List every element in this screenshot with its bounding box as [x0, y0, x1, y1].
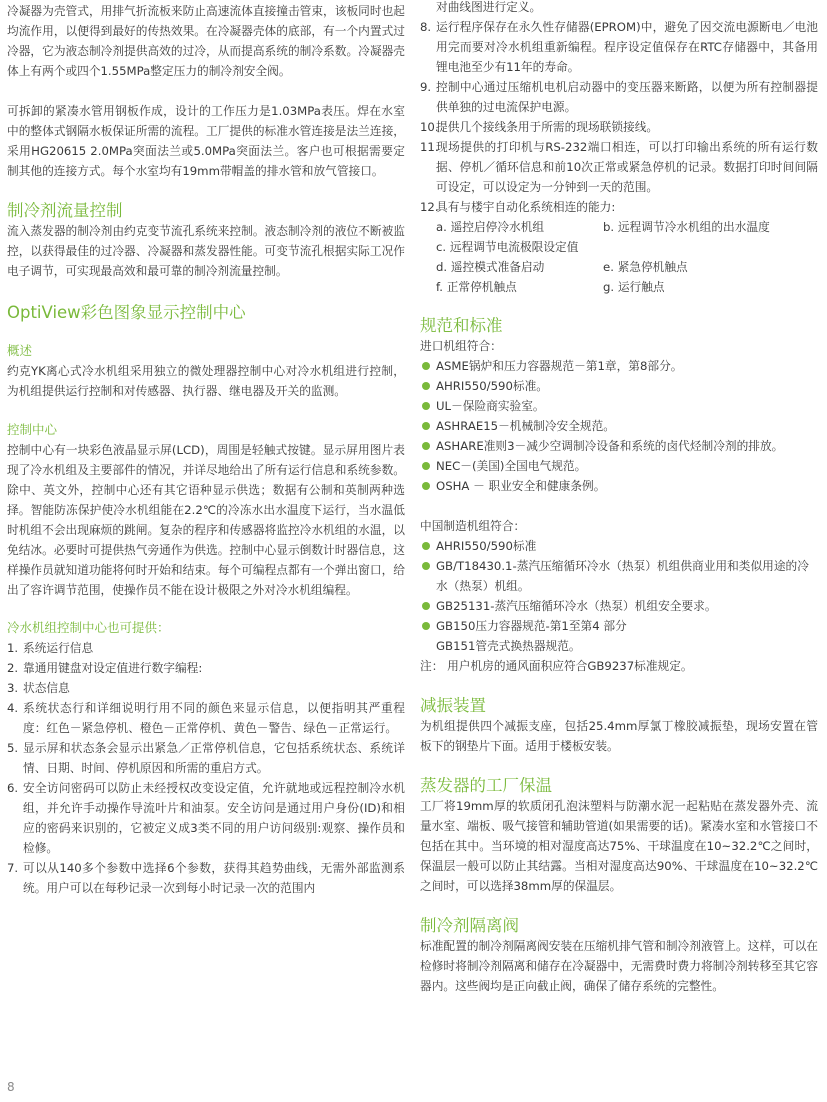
list-item: ASHRAE15－机械制冷安全规范。 — [420, 416, 818, 436]
bas-capabilities-grid — [420, 217, 818, 297]
isolation-valve-paragraph: 标准配置的制冷剂隔离阀安装在压缩机排气管和制冷剂液管上。这样，可以在检修时将制冷剂隔离和储存在冷凝器中，无需费时费力将制冷剂转移至其它容器内。这些阀均是正向截止阀，确保了储存系统的完整性。 — [420, 939, 818, 993]
bas-item-a: a. 遥控启停冷水机组 — [436, 220, 545, 234]
list-item: AHRI550/590标准。 — [420, 376, 818, 396]
china-standards-list — [420, 536, 818, 636]
list-item: ASME锅炉和压力容器规范－第1章，第8部分。 — [420, 356, 818, 376]
list-item: UL－保险商实验室。 — [420, 396, 818, 416]
control-center-heading: 控制中心 — [7, 422, 58, 437]
left-column — [7, 0, 405, 898]
bullet-icon — [422, 542, 430, 550]
bas-item-b: b. 远程调节冷水机组的出水温度 — [603, 220, 770, 234]
provides-list-continued — [420, 0, 818, 217]
provides-heading: 冷水机组控制中心也可提供： — [7, 620, 170, 635]
list-item: OSHA － 职业安全和健康条例。 — [420, 476, 818, 496]
isolation-valve-heading: 制冷剂隔离阀 — [420, 916, 519, 935]
bullet-icon — [422, 362, 430, 370]
insulation-heading: 蒸发器的工厂保温 — [420, 776, 552, 795]
control-center-paragraph: 控制中心有一块彩色液晶显示屏(LCD)，周围是轻触式按键。显示屏用图片表现了冷水机组及主要部件的情况，并详尽地给出了所有运行信息和系统参数。除中、英文外，控制中心还有其它语种显示供选；数据有公制和英制两种选择。智能防冻保护使冷水机组能在2.2℃的冷冻水出水温度下运行，当水温低时机组不会出现麻烦的跳闸。复杂的程序和传感器将监控冷水机组的水温，以免结冰。必要时可提供热气旁通作为供选。控制中心显示倒数计时器信息，这样操作员就知道功能将何时开始和结束。每个可编程点都有一个弹出窗口，给出了容许调节范围，使操作员不能在设计极限之外对冷水机组编程。 — [7, 443, 405, 597]
list-item: 5. 显示屏和状态条会显示出紧急／正常停机信息，它包括系统状态、系统详情、日期、时间、停机原因和所需的重启方式。 — [7, 741, 405, 775]
china-note: 注： 用户机房的通风面积应符合GB9237标准规定。 — [420, 659, 693, 673]
overview-heading: 概述 — [7, 343, 33, 358]
bullet-icon — [422, 462, 430, 470]
bullet-icon — [422, 482, 430, 490]
bullet-icon — [422, 602, 430, 610]
list-item: AHRI550/590标准 — [420, 536, 818, 556]
vibration-heading: 减振装置 — [420, 696, 486, 715]
list-item: 对曲线图进行定义。 — [436, 0, 542, 14]
right-column — [420, 0, 818, 996]
list-item: 9. 控制中心通过压缩机电机启动器中的变压器来断路，以便为所有控制器提供单独的过电流保护电源。 — [420, 80, 818, 114]
bullet-icon — [422, 622, 430, 630]
bullet-icon — [422, 442, 430, 450]
page-number: 8 — [7, 1080, 15, 1094]
list-item: GB150压力容器规范-第1至第4 部分 — [420, 616, 818, 636]
china-label: 中国制造机组符合： — [420, 519, 526, 533]
condenser-paragraph: 冷凝器为壳管式，用排气折流板来防止高速流体直接撞击管束，该板同时也起均流作用，以便得到最好的传热效果。在冷凝器壳体的底部，有一个内置式过冷器，它为液态制冷剂提供高效的过冷，从而提高系统的制冷系数。冷凝器壳体上有两个或四个1.55MPa整定压力的制冷剂安全阀。 — [7, 4, 405, 78]
waterbox-paragraph: 可拆卸的紧凑水管用钢板作成，设计的工作压力是1.03MPa表压。焊在水室中的整体式钢隔水板保证所需的流程。工厂提供的标准水管连接是法兰连接，采用HG20615 2.0MPa突面法兰或5.0MPa突面法兰。客户也可根据需要定制其他的连接方式。每个水室均有19mm带帽盖的排水管和放气管接口。 — [7, 104, 405, 178]
list-item: 11. 现场提供的打印机与RS-232端口相连，可以打印输出系统的所有运行数据、停机／循环信息和前10次正常或紧急停机的记录。数据打印时间间隔可设定，可以设定为一分钟到一天的范围。 — [420, 140, 818, 194]
bas-item-e: e. 紧急停机触点 — [603, 260, 688, 274]
bullet-icon — [422, 562, 430, 570]
list-item: NEC－(美国)全国电气规范。 — [420, 456, 818, 476]
imported-label: 进口机组符合： — [420, 339, 502, 353]
bas-item-c: c. 远程调节电流极限设定值 — [436, 240, 579, 254]
insulation-paragraph: 工厂将19mm厚的软质闭孔泡沫塑料与防潮水泥一起粘贴在蒸发器外壳、流量水室、端板、吸气接管和辅助管道(如果需要的话)。紧凑水室和水管接口不包括在其中。当环境的相对湿度高达75%、干球温度在10~32.2℃之间时，保温层一般可以防止其结露。当相对湿度高达90%、干球温度在10~32.2℃之间时，可以选择38mm厚的保温层。 — [420, 799, 818, 893]
list-item: 10. 提供几个接线条用于所需的现场联锁接线。 — [420, 120, 659, 134]
list-item: 2. 靠通用键盘对设定值进行数字编程: — [7, 661, 203, 675]
flow-control-heading: 制冷剂流量控制 — [7, 201, 123, 220]
list-item: 8. 运行程序保存在永久性存储器(EPROM)中，避免了因交流电源断电／电池用完而要对冷水机组重新编程。程序设定值保存在RTC存储器中，其备用锂电池至少有11年的寿命。 — [420, 20, 818, 74]
list-item: GB/T18430.1-蒸汽压缩循环冷水（热泵）机组供商业用和类似用途的冷水（热泵）机组。 — [420, 556, 818, 596]
optiview-heading: OptiView彩色图象显示控制中心 — [7, 303, 246, 322]
vibration-paragraph: 为机组提供四个减振支座，包括25.4mm厚氯丁橡胶减振垫，现场安置在管板下的钢垫片下面。适用于楼板安装。 — [420, 719, 818, 753]
bullet-icon — [422, 382, 430, 390]
list-item: GB25131-蒸汽压缩循环冷水（热泵）机组安全要求。 — [420, 596, 818, 616]
list-item: 7. 可以从140多个参数中选择6个参数，获得其趋势曲线，无需外部监测系统。用户可以在每秒记录一次到每小时记录一次的范围内 — [7, 861, 405, 895]
list-item: 1. 系统运行信息 — [7, 641, 94, 655]
list-item: 3. 状态信息 — [7, 681, 70, 695]
list-item: ASHARE准则3－减少空调制冷设备和系统的卤代烃制冷剂的排放。 — [420, 436, 818, 456]
list-item: 4. 系统状态行和详细说明行用不同的颜色来显示信息，以便指明其严重程度：红色－紧急停机、橙色－正常停机、黄色－警告、绿色－正常运行。 — [7, 701, 405, 735]
flow-control-paragraph: 流入蒸发器的制冷剂由约克变节流孔系统来控制。液态制冷剂的液位不断被监控，以获得最佳的过冷器、冷凝器和蒸发器性能。可变节流孔根据实际工况作电子调节，可实现最高效和最可靠的制冷剂流量控制。 — [7, 224, 405, 278]
standards-heading: 规范和标准 — [420, 316, 503, 335]
list-item: 6. 安全访问密码可以防止未经授权改变设定值，允许就地或远程控制冷水机组，并允许手动操作导流叶片和油泵。安全访问是通过用户身份(ID)和相应的密码来识别的，它被定义成3类不同的用户访问级别:观察、操作员和检修。 — [7, 781, 405, 855]
bullet-icon — [422, 402, 430, 410]
bas-item-f: f. 正常停机触点 — [436, 280, 517, 294]
provides-list — [7, 638, 405, 898]
bullet-icon — [422, 422, 430, 430]
overview-paragraph: 约克YK离心式冷水机组采用独立的微处理器控制中心对冷水机组进行控制，为机组提供运行控制和对传感器、执行器、继电器及开关的监测。 — [7, 364, 405, 398]
china-extra: GB151管壳式换热器规范。 — [436, 639, 581, 653]
imported-standards-list — [420, 356, 818, 496]
list-item: 12. 具有与楼宇自动化系统相连的能力: — [420, 200, 616, 214]
bas-item-d: d. 遥控模式准备启动 — [436, 260, 545, 274]
bas-item-g: g. 运行触点 — [603, 280, 665, 294]
